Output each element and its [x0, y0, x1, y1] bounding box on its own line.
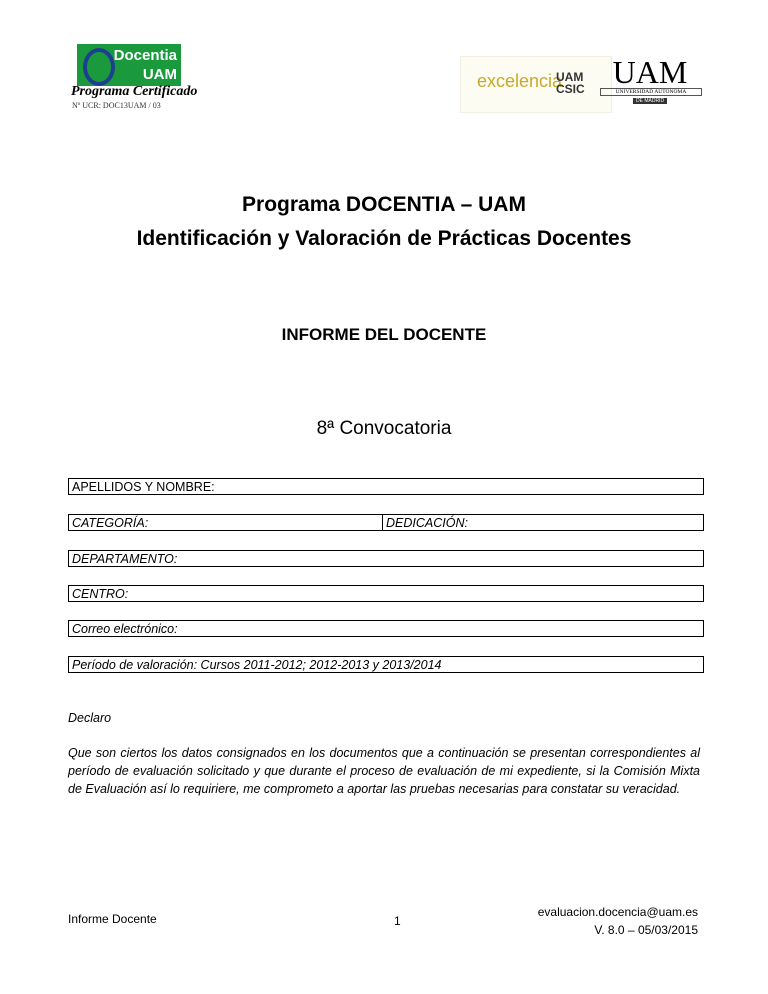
footer-left: Informe Docente	[68, 912, 157, 926]
declaration-text: Que son ciertos los datos consignados en los documentos que a continuación se presentan correspondientes al período de evaluación solicitado y que durante el proceso de evaluación de mi expediente, si la Comisión Mixta de Evaluación así lo requiriere, me comprometo a aportar las pruebas necesarias para constatar su veracidad.	[68, 746, 700, 796]
logo-text: UAM	[142, 66, 177, 83]
period-field: Período de valoración: Cursos 2011-2012; 2012-2013 y 2013/2014	[68, 656, 704, 673]
footer-version: V. 8.0 – 05/03/2015	[594, 923, 698, 937]
logo-text: DE MADRID	[633, 98, 667, 104]
certified-label: Programa Certificado	[71, 84, 198, 99]
title-line2: Identificación y Valoración de Prácticas Docentes	[136, 227, 632, 250]
footer-right	[538, 903, 698, 939]
convocatoria: 8ª Convocatoria	[316, 418, 452, 439]
declaration-heading: Declaro	[68, 711, 112, 725]
title-line1: Programa DOCENTIA – UAM	[242, 193, 526, 216]
dedication-field: DEDICACIÓN:	[382, 514, 704, 531]
name-field: APELLIDOS Y NOMBRE:	[68, 478, 704, 495]
logo-text: Docentia	[113, 47, 177, 64]
logo-text: UAM	[556, 70, 584, 84]
logo-text: UAM	[612, 54, 688, 90]
uam-logo	[600, 55, 700, 105]
logo-text: UNIVERSIDAD AUTONOMA	[600, 88, 702, 96]
ucr-number: Nº UCR: DOC13UAM / 03	[72, 101, 161, 110]
report-title: INFORME DEL DOCENTE	[281, 325, 487, 344]
email-field: Correo electrónico:	[68, 620, 704, 637]
docentia-logo	[77, 44, 181, 86]
logo-text: excelencia	[477, 71, 563, 91]
center-field: CENTRO:	[68, 585, 704, 602]
category-field: CATEGORÍA:	[68, 514, 383, 531]
department-field: DEPARTAMENTO:	[68, 550, 704, 567]
excelencia-logo	[460, 56, 612, 113]
footer-email: evaluacion.docencia@uam.es	[537, 905, 698, 919]
logo-text: CSIC	[556, 82, 585, 96]
page-number: 1	[394, 914, 401, 928]
